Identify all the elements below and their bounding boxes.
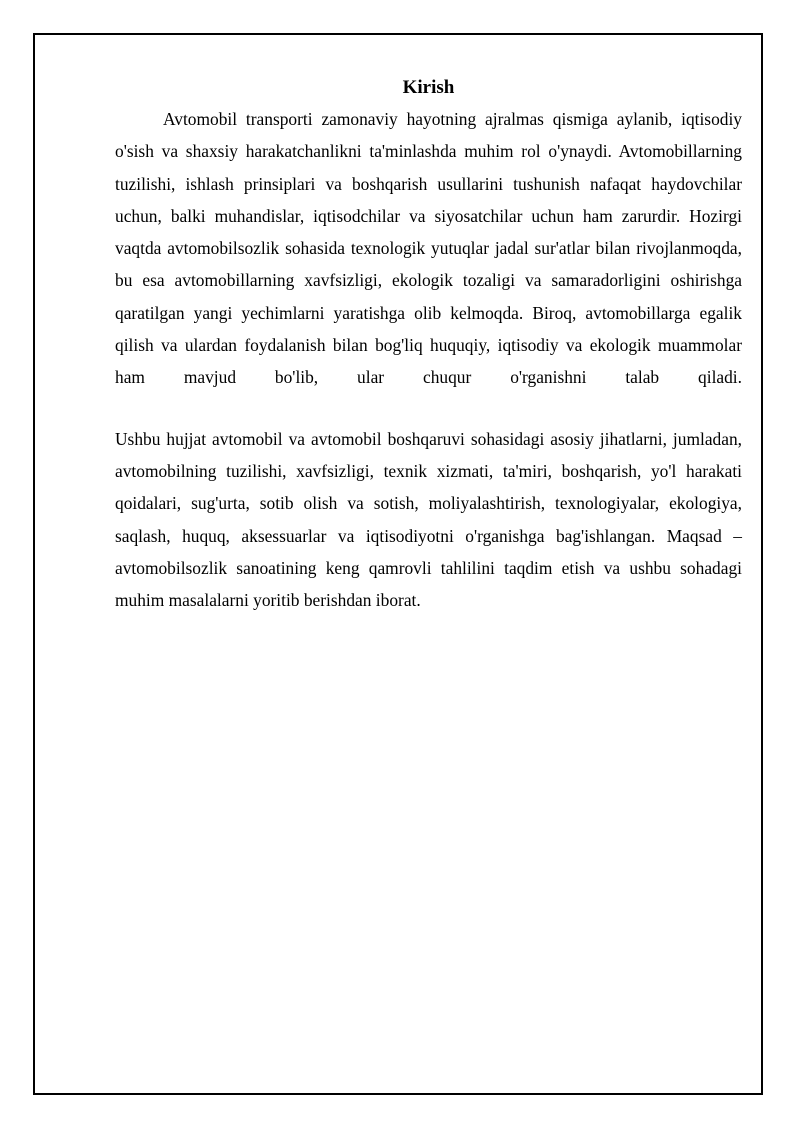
paragraph-intro: Avtomobil transporti zamonaviy hayotning ajralmas qismiga aylanib, iqtisodiy o'sish va shaxsiy harakatchanlikni ta'minlashda muhim rol o'ynaydi. Avtomobillarning tuzilishi, ishlash prinsiplari va boshqarish usullarini tushunish nafaqat haydovchilar uchun, balki muhandislar, iqtisodchilar va siyosatchilar uchun ham zarurdir. Hozirgi vaqtda avtomobilsozlik sohasida texnologik yutuqlar jadal sur'atlar bilan rivojlanmoqda, bu esa avtomobillarning xavfsizligi, ekologik tozaligi va samaradorligini oshirishga qaratilgan yangi yechimlarni yaratishga olib kelmoqda. Biroq, avtomobillarga egalik qilish va ulardan foydalanish bilan bog'liq huquqiy, iqtisodiy va ekologik muammolar ham mavjud bo'lib, ular chuqur o'rganishni talab qiladi. bbox=[115, 109, 742, 388]
paragraph-gap bbox=[115, 394, 742, 423]
paragraph-purpose: Ushbu hujjat avtomobil va avtomobil boshqaruvi sohasidagi asosiy jihatlarni, jumladan, avtomobilning tuzilishi, xavfsizligi, texnik xizmati, ta'miri, boshqarish, yo'l harakati qoidalari, sug'urta, sotib olish va sotish, moliyalashtirish, texnologiyalar, ekologiya, saqlash, huquq, aksessuarlar va iqtisodiyotni o'rganishga bag'ishlangan. Maqsad – avtomobilsozlik sanoatining keng qamrovli tahlilini taqdim etish va ushbu sohadagi muhim masalalarni yoritib berishdan iborat. bbox=[115, 428, 742, 611]
document-title: Kirish bbox=[402, 77, 455, 98]
document-body bbox=[115, 74, 742, 616]
